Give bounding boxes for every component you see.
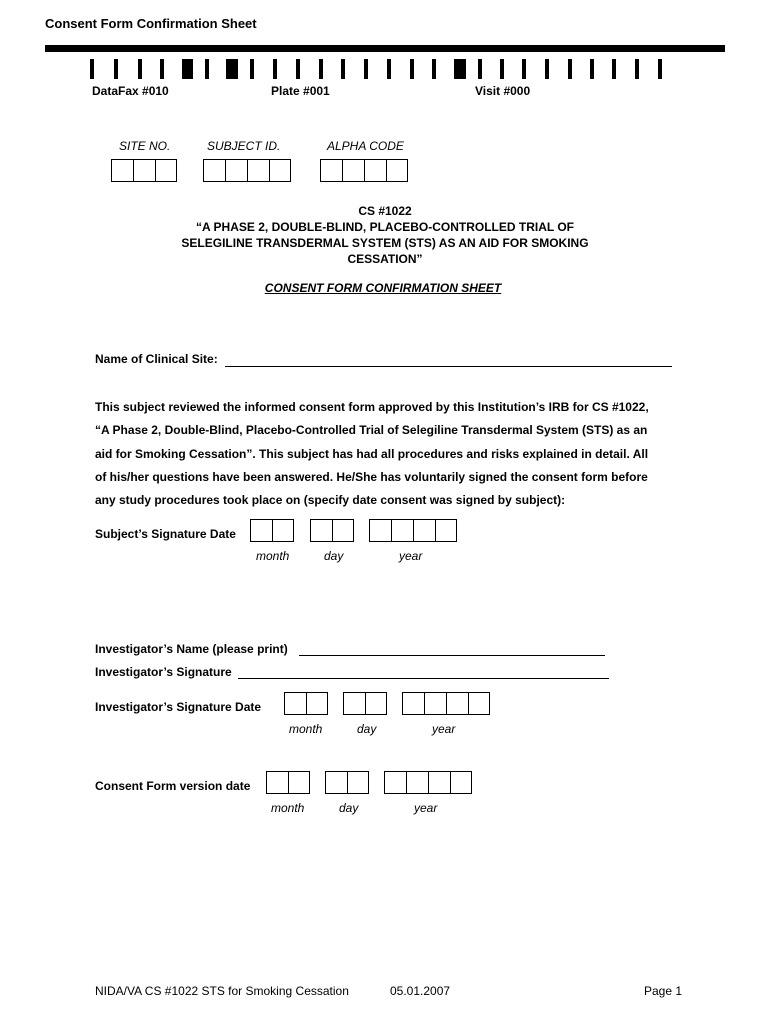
alpha-code-label: ALPHA CODE <box>327 139 404 153</box>
visit-number: Visit #000 <box>475 84 531 98</box>
digit-box[interactable] <box>155 159 177 182</box>
study-title-line: SELEGILINE TRANSDERMAL SYSTEM (STS) AS AN AID FOR SMOKING <box>181 236 589 250</box>
digit-box[interactable] <box>269 159 291 182</box>
year-caption: year <box>432 722 456 736</box>
footer-date: 05.01.2007 <box>390 984 451 998</box>
statement-line: aid for Smoking Cessation”. This subject has had all procedures and risks explained in detail. All <box>95 446 649 461</box>
statement-line: “A Phase 2, Double-Blind, Placebo-Controlled Trial of Selegiline Transdermal System (STS) as an <box>95 423 648 438</box>
digit-box[interactable] <box>446 692 468 715</box>
digit-box[interactable] <box>391 519 413 542</box>
digit-box[interactable] <box>468 692 490 715</box>
study-title <box>0 203 770 267</box>
study-number: CS #1022 <box>358 204 412 218</box>
datafax-barcode <box>90 59 670 79</box>
site-no-label: SITE NO. <box>119 139 171 153</box>
clinical-site-label: Name of Clinical Site: <box>95 352 218 366</box>
subject-id-label: SUBJECT ID. <box>207 139 281 153</box>
digit-box[interactable] <box>288 771 310 794</box>
day-caption: day <box>324 549 344 563</box>
digit-box[interactable] <box>413 519 435 542</box>
footer-page-number: Page 1 <box>644 984 683 998</box>
datafax-number: DataFax #010 <box>92 84 169 98</box>
statement-line: This subject reviewed the informed consent form approved by this Institution’s IRB for CS #1022, <box>95 400 649 414</box>
digit-box[interactable] <box>402 692 424 715</box>
digit-box[interactable] <box>310 519 332 542</box>
digit-box[interactable] <box>384 771 406 794</box>
digit-box[interactable] <box>406 771 428 794</box>
digit-box[interactable] <box>247 159 269 182</box>
digit-box[interactable] <box>111 159 133 182</box>
year-caption: year <box>414 801 438 815</box>
digit-box[interactable] <box>435 519 457 542</box>
consent-statement <box>95 396 680 512</box>
day-caption: day <box>339 801 359 815</box>
consent-version-date-label: Consent Form version date <box>95 779 251 793</box>
subject-signature-date-label: Subject’s Signature Date <box>95 527 236 541</box>
digit-box[interactable] <box>450 771 472 794</box>
digit-box[interactable] <box>225 159 247 182</box>
digit-box[interactable] <box>133 159 155 182</box>
site-no-boxes[interactable] <box>111 159 177 182</box>
statement-line: of his/her questions have been answered. He/She has voluntarily signed the consent form before <box>95 469 648 484</box>
digit-box[interactable] <box>203 159 225 182</box>
digit-box[interactable] <box>332 519 354 542</box>
investigator-sig-month-boxes[interactable] <box>284 692 328 715</box>
digit-box[interactable] <box>250 519 272 542</box>
investigator-sig-day-boxes[interactable] <box>343 692 387 715</box>
page-title: Consent Form Confirmation Sheet <box>45 16 257 31</box>
consent-version-month-boxes[interactable] <box>266 771 310 794</box>
digit-box[interactable] <box>347 771 369 794</box>
digit-box[interactable] <box>272 519 294 542</box>
digit-box[interactable] <box>428 771 450 794</box>
digit-box[interactable] <box>306 692 328 715</box>
statement-line: any study procedures took place on (specify date consent was signed by subject): <box>95 493 566 508</box>
digit-box[interactable] <box>369 519 391 542</box>
month-caption: month <box>289 722 323 736</box>
digit-box[interactable] <box>266 771 288 794</box>
month-caption: month <box>271 801 305 815</box>
investigator-signature-date-label: Investigator’s Signature Date <box>95 700 262 714</box>
footer-study-name: NIDA/VA CS #1022 STS for Smoking Cessation <box>95 984 349 998</box>
letter-box[interactable] <box>320 159 342 182</box>
consent-version-day-boxes[interactable] <box>325 771 369 794</box>
letter-box[interactable] <box>386 159 408 182</box>
digit-box[interactable] <box>325 771 347 794</box>
plate-number: Plate #001 <box>271 84 330 98</box>
clinical-site-field[interactable] <box>225 365 672 367</box>
investigator-name-label: Investigator’s Name (please print) <box>95 642 288 656</box>
digit-box[interactable] <box>424 692 446 715</box>
study-title-line: CESSATION” <box>347 252 423 266</box>
letter-box[interactable] <box>342 159 364 182</box>
top-divider <box>45 45 725 52</box>
year-caption: year <box>399 549 423 563</box>
digit-box[interactable] <box>284 692 306 715</box>
letter-box[interactable] <box>364 159 386 182</box>
subject-sig-year-boxes[interactable] <box>369 519 457 542</box>
digit-box[interactable] <box>365 692 387 715</box>
subject-id-boxes[interactable] <box>203 159 291 182</box>
digit-box[interactable] <box>343 692 365 715</box>
month-caption: month <box>256 549 290 563</box>
investigator-sig-year-boxes[interactable] <box>402 692 490 715</box>
subject-sig-month-boxes[interactable] <box>250 519 294 542</box>
alpha-code-boxes[interactable] <box>320 159 408 182</box>
investigator-signature-label: Investigator’s Signature <box>95 665 232 679</box>
subject-sig-day-boxes[interactable] <box>310 519 354 542</box>
investigator-name-field[interactable] <box>299 654 605 656</box>
consent-version-year-boxes[interactable] <box>384 771 472 794</box>
study-title-line: “A PHASE 2, DOUBLE-BLIND, PLACEBO-CONTROLLED TRIAL OF <box>196 220 574 234</box>
sheet-title: CONSENT FORM CONFIRMATION SHEET <box>264 281 502 295</box>
day-caption: day <box>357 722 377 736</box>
investigator-signature-field[interactable] <box>238 677 609 679</box>
